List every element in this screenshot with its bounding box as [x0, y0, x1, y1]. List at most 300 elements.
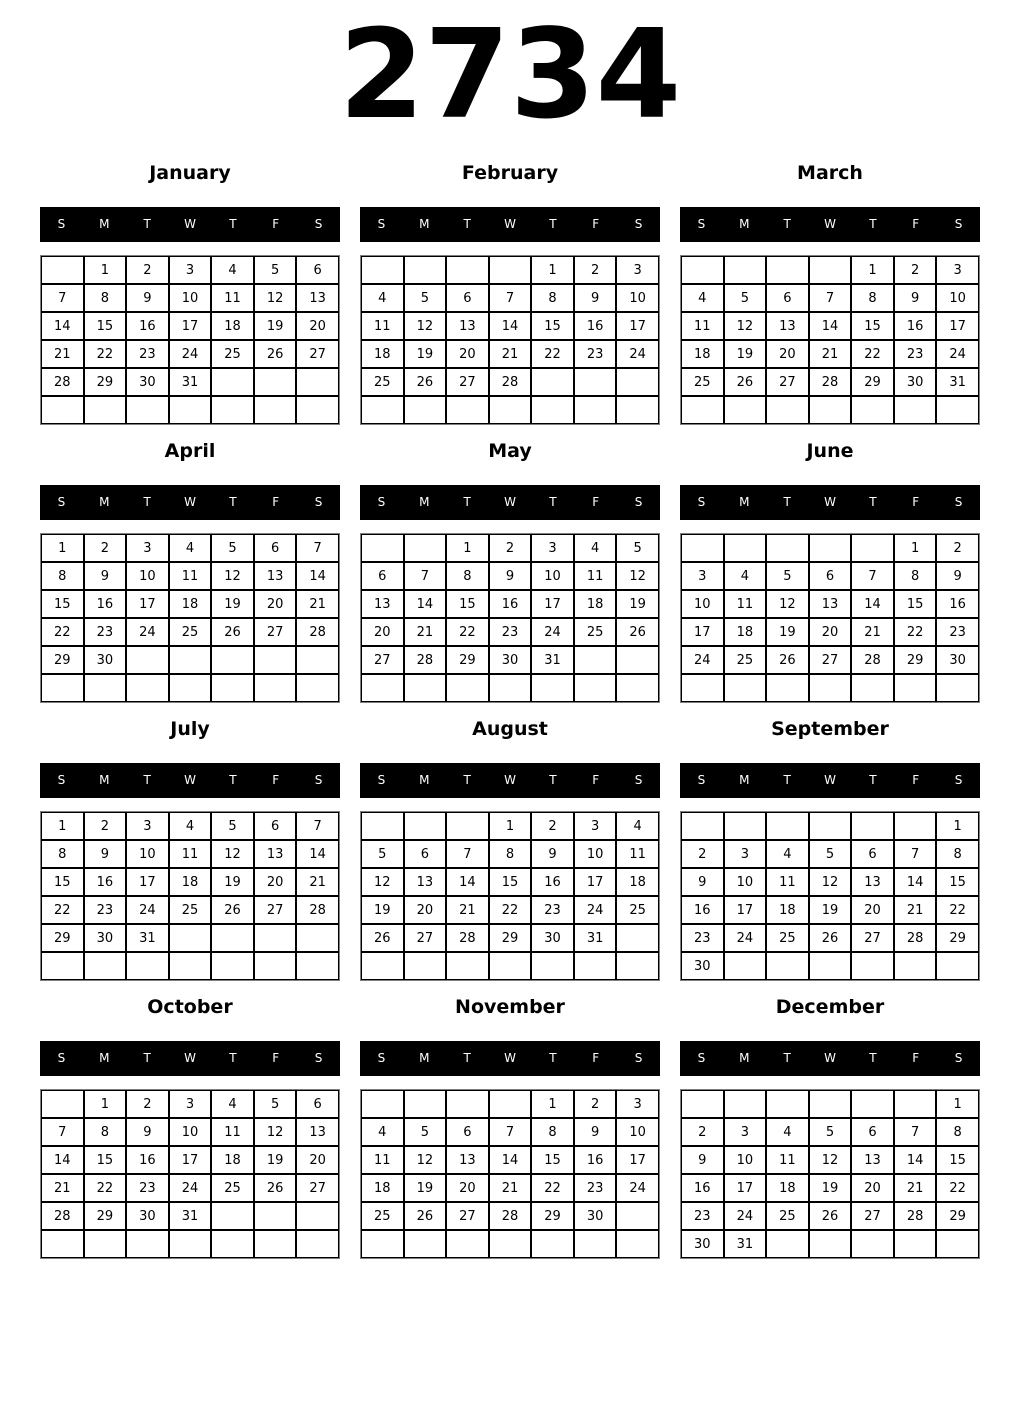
day-cell: 1 [531, 256, 574, 284]
day-cell: 24 [126, 618, 169, 646]
weekday-header-row [680, 207, 980, 242]
day-cell: 29 [446, 646, 489, 674]
day-cell: 8 [446, 562, 489, 590]
day-cell-empty [84, 674, 127, 702]
day-cell-empty [851, 674, 894, 702]
day-cell-empty [531, 1230, 574, 1258]
day-cell-empty [809, 534, 852, 562]
day-cell: 28 [296, 618, 339, 646]
day-cell: 23 [894, 340, 937, 368]
day-cell-empty [446, 952, 489, 980]
day-cell: 22 [936, 1174, 979, 1202]
day-cell-empty [531, 674, 574, 702]
weekday-label: M [739, 217, 750, 231]
day-cell: 26 [211, 618, 254, 646]
day-cell: 15 [936, 868, 979, 896]
day-cell-empty [936, 952, 979, 980]
day-cell: 20 [446, 340, 489, 368]
day-cell: 25 [361, 1202, 404, 1230]
weekday-label: F [272, 1051, 280, 1065]
day-cell-empty [404, 396, 447, 424]
day-cell-empty [766, 1090, 809, 1118]
day-cell-empty [681, 1090, 724, 1118]
day-cell-empty [361, 534, 404, 562]
day-cell: 22 [531, 340, 574, 368]
day-cell: 1 [936, 812, 979, 840]
day-cell-empty [724, 396, 767, 424]
day-cell-empty [681, 396, 724, 424]
day-cell: 2 [574, 1090, 617, 1118]
weekday-label: T [549, 773, 557, 787]
week-row [361, 340, 659, 368]
day-cell: 18 [169, 868, 212, 896]
day-cell: 21 [894, 896, 937, 924]
weekday-label: S [57, 1051, 66, 1065]
weekday-label: S [377, 495, 386, 509]
day-cell: 11 [616, 840, 659, 868]
weekday-label: T [143, 217, 151, 231]
day-cell: 5 [809, 1118, 852, 1146]
weekday-label: S [377, 217, 386, 231]
weekday-label: F [912, 217, 920, 231]
day-cell-empty [404, 534, 447, 562]
weekday-label: T [463, 1051, 471, 1065]
month-title: February [461, 162, 559, 184]
day-cell: 6 [446, 284, 489, 312]
day-cell: 27 [446, 368, 489, 396]
day-cell: 3 [936, 256, 979, 284]
day-cell: 20 [766, 340, 809, 368]
day-cell: 19 [211, 868, 254, 896]
week-row [361, 618, 659, 646]
day-cell: 1 [41, 812, 84, 840]
day-cell: 29 [851, 368, 894, 396]
day-cell: 29 [531, 1202, 574, 1230]
day-cell-empty [404, 256, 447, 284]
week-row [41, 562, 339, 590]
day-cell: 14 [894, 868, 937, 896]
day-cell-empty [211, 924, 254, 952]
day-cell: 17 [126, 868, 169, 896]
day-cell-empty [254, 924, 297, 952]
week-row [361, 646, 659, 674]
day-cell: 22 [446, 618, 489, 646]
week-row [41, 896, 339, 924]
day-cell: 13 [296, 284, 339, 312]
day-cell-empty [361, 812, 404, 840]
month-title: July [170, 718, 210, 740]
day-cell: 30 [936, 646, 979, 674]
week-row [681, 562, 979, 590]
weekday-label: S [697, 217, 706, 231]
day-cell: 1 [894, 534, 937, 562]
day-cell-empty [616, 396, 659, 424]
day-cell-empty [361, 1090, 404, 1118]
day-cell: 11 [211, 284, 254, 312]
day-cell: 1 [936, 1090, 979, 1118]
month-title: March [797, 162, 863, 184]
day-cell: 23 [681, 1202, 724, 1230]
day-cell: 19 [724, 340, 767, 368]
week-row [681, 1146, 979, 1174]
year-title: 2734 [338, 4, 682, 147]
month-november [360, 994, 660, 1260]
weekday-label: S [634, 1051, 643, 1065]
week-row [41, 1202, 339, 1230]
week-row [681, 1230, 979, 1258]
weekday-label: M [419, 217, 430, 231]
day-cell-empty [84, 396, 127, 424]
day-cell: 26 [211, 896, 254, 924]
day-cell: 26 [254, 1174, 297, 1202]
day-cell-empty [574, 1230, 617, 1258]
day-cell: 24 [681, 646, 724, 674]
day-cell: 20 [851, 1174, 894, 1202]
day-cell: 14 [41, 1146, 84, 1174]
day-cell-empty [404, 1090, 447, 1118]
day-cell-empty [404, 1230, 447, 1258]
day-cell: 2 [681, 1118, 724, 1146]
day-cell: 11 [766, 1146, 809, 1174]
day-cell: 8 [894, 562, 937, 590]
day-cell: 5 [254, 1090, 297, 1118]
day-cell: 20 [851, 896, 894, 924]
day-cell: 29 [41, 924, 84, 952]
day-cell: 27 [254, 896, 297, 924]
day-cell: 30 [126, 368, 169, 396]
day-cell-empty [126, 1230, 169, 1258]
weekday-label: S [697, 1051, 706, 1065]
day-cell: 11 [361, 1146, 404, 1174]
day-cell: 24 [169, 340, 212, 368]
day-cell: 24 [936, 340, 979, 368]
day-cell-empty [446, 396, 489, 424]
day-cell: 18 [211, 1146, 254, 1174]
month-days-table [680, 1089, 980, 1259]
day-cell-empty [851, 1090, 894, 1118]
day-cell: 7 [894, 840, 937, 868]
day-cell: 19 [254, 312, 297, 340]
day-cell: 4 [724, 562, 767, 590]
weekday-label: T [143, 1051, 151, 1065]
day-cell: 15 [489, 868, 532, 896]
day-cell: 16 [126, 312, 169, 340]
day-cell-empty [936, 1230, 979, 1258]
month-august [360, 716, 660, 982]
day-cell: 8 [531, 1118, 574, 1146]
day-cell: 4 [766, 840, 809, 868]
week-row [681, 368, 979, 396]
day-cell: 13 [809, 590, 852, 618]
day-cell: 22 [41, 896, 84, 924]
day-cell: 2 [126, 1090, 169, 1118]
day-cell: 10 [126, 562, 169, 590]
day-cell-empty [724, 812, 767, 840]
month-days-table [680, 255, 980, 425]
weekday-label: W [504, 1051, 516, 1065]
week-row [361, 896, 659, 924]
weekday-label: M [99, 1051, 110, 1065]
day-cell-empty [809, 812, 852, 840]
day-cell: 23 [489, 618, 532, 646]
day-cell: 13 [851, 1146, 894, 1174]
day-cell: 7 [41, 284, 84, 312]
day-cell: 13 [766, 312, 809, 340]
day-cell: 19 [404, 340, 447, 368]
day-cell-empty [616, 952, 659, 980]
week-row [681, 952, 979, 980]
day-cell: 30 [531, 924, 574, 952]
day-cell: 16 [681, 896, 724, 924]
week-row [361, 952, 659, 980]
weekday-label: S [954, 1051, 963, 1065]
day-cell-empty [211, 368, 254, 396]
day-cell: 12 [404, 312, 447, 340]
day-cell: 23 [936, 618, 979, 646]
day-cell: 23 [126, 340, 169, 368]
day-cell-empty [531, 368, 574, 396]
day-cell: 4 [681, 284, 724, 312]
day-cell: 22 [84, 1174, 127, 1202]
day-cell: 11 [574, 562, 617, 590]
week-row [41, 952, 339, 980]
day-cell: 21 [41, 1174, 84, 1202]
day-cell: 10 [681, 590, 724, 618]
week-row [681, 618, 979, 646]
day-cell: 13 [254, 840, 297, 868]
day-cell: 20 [446, 1174, 489, 1202]
day-cell-empty [296, 952, 339, 980]
day-cell-empty [574, 396, 617, 424]
day-cell-empty [446, 1230, 489, 1258]
day-cell: 10 [936, 284, 979, 312]
week-row [41, 840, 339, 868]
week-row [41, 646, 339, 674]
day-cell: 29 [936, 924, 979, 952]
months-grid [40, 160, 980, 1260]
day-cell: 31 [126, 924, 169, 952]
day-cell: 27 [809, 646, 852, 674]
day-cell: 22 [41, 618, 84, 646]
day-cell: 26 [766, 646, 809, 674]
day-cell: 27 [446, 1202, 489, 1230]
week-row [681, 1174, 979, 1202]
day-cell-empty [41, 952, 84, 980]
day-cell: 18 [169, 590, 212, 618]
day-cell: 11 [169, 562, 212, 590]
day-cell: 28 [894, 924, 937, 952]
week-row [41, 618, 339, 646]
day-cell: 30 [681, 952, 724, 980]
day-cell-empty [361, 674, 404, 702]
day-cell: 21 [489, 1174, 532, 1202]
day-cell: 31 [936, 368, 979, 396]
day-cell-empty [211, 674, 254, 702]
day-cell-empty [681, 256, 724, 284]
month-february [360, 160, 660, 426]
day-cell-empty [489, 396, 532, 424]
day-cell: 6 [361, 562, 404, 590]
day-cell: 21 [296, 590, 339, 618]
day-cell-empty [41, 396, 84, 424]
day-cell: 5 [404, 284, 447, 312]
day-cell: 2 [489, 534, 532, 562]
day-cell-empty [41, 256, 84, 284]
day-cell: 28 [41, 1202, 84, 1230]
day-cell: 8 [936, 1118, 979, 1146]
day-cell: 9 [894, 284, 937, 312]
day-cell-empty [489, 952, 532, 980]
day-cell: 29 [84, 1202, 127, 1230]
weekday-label: W [824, 773, 836, 787]
day-cell-empty [296, 924, 339, 952]
day-cell-empty [616, 1230, 659, 1258]
week-row [361, 924, 659, 952]
day-cell: 11 [766, 868, 809, 896]
day-cell: 2 [531, 812, 574, 840]
day-cell: 13 [404, 868, 447, 896]
day-cell: 4 [211, 1090, 254, 1118]
day-cell: 25 [681, 368, 724, 396]
day-cell: 8 [41, 840, 84, 868]
day-cell: 24 [724, 1202, 767, 1230]
day-cell-empty [446, 256, 489, 284]
day-cell: 30 [84, 924, 127, 952]
day-cell: 28 [489, 1202, 532, 1230]
day-cell: 1 [446, 534, 489, 562]
day-cell: 12 [254, 1118, 297, 1146]
day-cell-empty [724, 674, 767, 702]
weekday-label: F [592, 495, 600, 509]
day-cell: 3 [169, 256, 212, 284]
day-cell: 14 [894, 1146, 937, 1174]
day-cell-empty [446, 812, 489, 840]
weekday-label: M [739, 495, 750, 509]
day-cell: 3 [126, 812, 169, 840]
week-row [361, 840, 659, 868]
day-cell-empty [489, 674, 532, 702]
day-cell: 5 [724, 284, 767, 312]
weekday-header-row [360, 763, 660, 798]
day-cell: 3 [169, 1090, 212, 1118]
day-cell-empty [211, 952, 254, 980]
weekday-header-row [40, 1041, 340, 1076]
day-cell: 15 [894, 590, 937, 618]
week-row [361, 1230, 659, 1258]
day-cell: 30 [489, 646, 532, 674]
day-cell: 11 [211, 1118, 254, 1146]
week-row [681, 674, 979, 702]
day-cell: 8 [851, 284, 894, 312]
day-cell: 9 [574, 284, 617, 312]
weekday-label: W [824, 495, 836, 509]
day-cell: 21 [446, 896, 489, 924]
day-cell: 12 [809, 868, 852, 896]
day-cell-empty [489, 1230, 532, 1258]
day-cell: 26 [809, 1202, 852, 1230]
day-cell: 2 [894, 256, 937, 284]
day-cell: 2 [84, 534, 127, 562]
day-cell: 8 [84, 284, 127, 312]
month-days-table [360, 811, 660, 981]
day-cell: 7 [296, 812, 339, 840]
month-title: August [472, 718, 548, 740]
day-cell: 9 [84, 840, 127, 868]
day-cell: 22 [851, 340, 894, 368]
weekday-label: S [697, 495, 706, 509]
day-cell-empty [169, 646, 212, 674]
weekday-label: M [739, 1051, 750, 1065]
weekday-label: S [954, 495, 963, 509]
day-cell: 13 [254, 562, 297, 590]
day-cell: 3 [126, 534, 169, 562]
weekday-label: T [783, 773, 791, 787]
day-cell-empty [531, 952, 574, 980]
month-title: January [149, 162, 231, 184]
day-cell: 16 [531, 868, 574, 896]
day-cell: 17 [126, 590, 169, 618]
week-row [681, 312, 979, 340]
day-cell-empty [574, 952, 617, 980]
day-cell: 23 [84, 618, 127, 646]
weekday-label: S [314, 495, 323, 509]
weekday-label: S [57, 217, 66, 231]
day-cell-empty [936, 396, 979, 424]
day-cell: 20 [361, 618, 404, 646]
day-cell: 2 [574, 256, 617, 284]
week-row [41, 368, 339, 396]
weekday-label: T [783, 1051, 791, 1065]
day-cell: 14 [296, 840, 339, 868]
day-cell: 26 [616, 618, 659, 646]
month-days-table [40, 811, 340, 981]
day-cell: 2 [126, 256, 169, 284]
day-cell: 2 [681, 840, 724, 868]
weekday-label: S [57, 495, 66, 509]
day-cell-empty [809, 674, 852, 702]
day-cell: 21 [489, 340, 532, 368]
day-cell-empty [361, 256, 404, 284]
month-title: June [806, 440, 854, 462]
day-cell: 14 [296, 562, 339, 590]
month-october [40, 994, 340, 1260]
month-title: May [488, 440, 532, 462]
day-cell: 18 [574, 590, 617, 618]
weekday-label: W [824, 217, 836, 231]
day-cell-empty [724, 534, 767, 562]
month-days-table [680, 811, 980, 981]
week-row [361, 1090, 659, 1118]
week-row [681, 1118, 979, 1146]
day-cell: 24 [126, 896, 169, 924]
weekday-label: M [99, 773, 110, 787]
weekday-label: T [783, 495, 791, 509]
day-cell: 4 [616, 812, 659, 840]
week-row [681, 284, 979, 312]
day-cell: 13 [446, 1146, 489, 1174]
weekday-label: F [912, 495, 920, 509]
day-cell: 15 [84, 312, 127, 340]
day-cell: 10 [169, 1118, 212, 1146]
day-cell: 5 [766, 562, 809, 590]
day-cell: 9 [681, 868, 724, 896]
day-cell: 18 [361, 1174, 404, 1202]
day-cell: 3 [724, 840, 767, 868]
day-cell: 30 [126, 1202, 169, 1230]
day-cell: 25 [724, 646, 767, 674]
day-cell-empty [724, 256, 767, 284]
day-cell: 5 [616, 534, 659, 562]
